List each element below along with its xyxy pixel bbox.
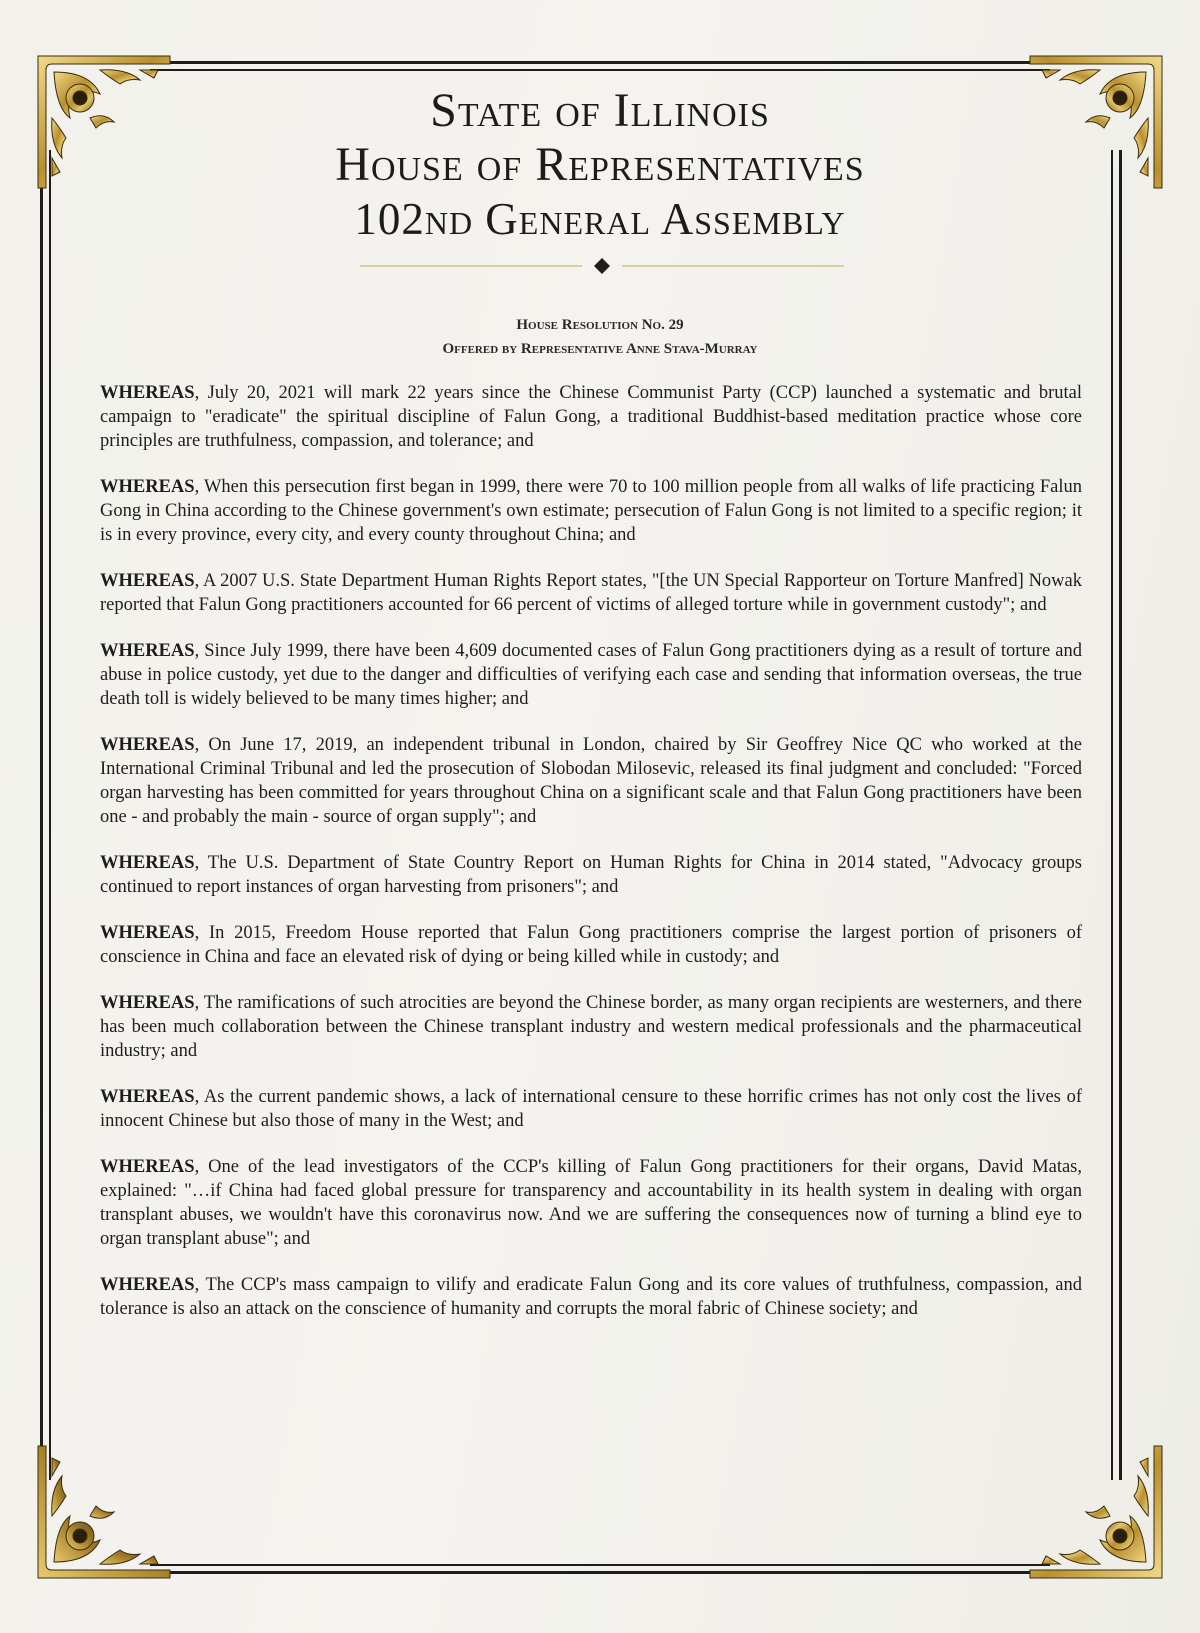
whereas-label: WHEREAS xyxy=(100,1275,195,1295)
header-state: State of Illinois xyxy=(430,84,770,137)
ornamental-divider xyxy=(360,256,844,276)
whereas-label: WHEREAS xyxy=(100,1157,195,1177)
resolution-body xyxy=(100,381,1082,1343)
paragraph-text: , As the current pandemic shows, a lack of international censure to these horrific crimes has not only cost the lives of innocent Chinese but also those of many in the West; and xyxy=(100,1087,1082,1131)
border-top-rule xyxy=(120,61,1080,64)
header-assembly: 102nd General Assembly xyxy=(354,194,846,244)
whereas-paragraph xyxy=(100,475,1082,547)
whereas-label: WHEREAS xyxy=(100,853,195,873)
resolution-subheader xyxy=(0,313,1200,361)
whereas-label: WHEREAS xyxy=(100,993,195,1013)
gold-corner-ornament-bottom-right xyxy=(1020,1436,1170,1586)
paragraph-text: , When this persecution first began in 1999, there were 70 to 100 million people from all walks of life practicing Falun Gong in China according to the Chinese government's own estimate; persecution of Falun Gong is not limited to a specific region; it is in every province, every city, and every county throughout China; and xyxy=(100,477,1082,545)
whereas-paragraph xyxy=(100,991,1082,1063)
whereas-label: WHEREAS xyxy=(100,477,195,497)
gold-corner-ornament-bottom-left xyxy=(30,1436,180,1586)
whereas-paragraph xyxy=(100,1085,1082,1133)
border-bottom-inner-rule xyxy=(150,1564,1050,1566)
whereas-paragraph xyxy=(100,851,1082,899)
whereas-paragraph xyxy=(100,733,1082,829)
whereas-label: WHEREAS xyxy=(100,383,195,403)
paragraph-text: , The ramifications of such atrocities are beyond the Chinese border, as many organ recipients are westerners, and there has been much collaboration between the Chinese transplant industry and western medical professionals and the pharmaceutical industry; and xyxy=(100,993,1082,1061)
paragraph-text: , The CCP's mass campaign to vilify and eradicate Falun Gong and its core values of truthfulness, compassion, and tolerance is also an attack on the conscience of humanity and corrupts the moral fabric of Chinese society; and xyxy=(100,1275,1082,1319)
paragraph-text: , Since July 1999, there have been 4,609 documented cases of Falun Gong practitioners dying as a result of torture and abuse in police custody, yet due to the danger and difficulties of verifying each case and sending that information overseas, the true death toll is widely believed to be many times higher; and xyxy=(100,641,1082,709)
header-house: House of Representatives xyxy=(335,138,865,191)
paragraph-text: , In 2015, Freedom House reported that Falun Gong practitioners comprise the largest portion of prisoners of conscience in China and face an elevated risk of dying or being killed while in custody; and xyxy=(100,923,1082,967)
whereas-paragraph xyxy=(100,639,1082,711)
paragraph-text: , The U.S. Department of State Country Report on Human Rights for China in 2014 stated, "Advocacy groups continued to report instances of organ harvesting from prisoners"; and xyxy=(100,853,1082,897)
document-header xyxy=(0,84,1200,246)
paragraph-text: , One of the lead investigators of the CCP's killing of Falun Gong practitioners for their organs, David Matas, explained: "…if China had faced global pressure for transparency and accountability in its health system in dealing with organ transplant abuses, we wouldn't have this coronavirus now. And we are suffering the consequences now of turning a blind eye to organ transplant abuse"; and xyxy=(100,1157,1082,1249)
paragraph-text: , On June 17, 2019, an independent tribunal in London, chaired by Sir Geoffrey Nice QC who worked at the International Criminal Tribunal and led the prosecution of Slobodan Milosevic, released its final judgment and concluded: "Forced organ harvesting has been committed for years throughout China on a significant scale and that Falun Gong practitioners have been one - and probably the main - source of organ supply"; and xyxy=(100,735,1082,827)
whereas-paragraph xyxy=(100,1155,1082,1251)
whereas-label: WHEREAS xyxy=(100,735,195,755)
offered-by: Offered by Representative Anne Stava-Murray xyxy=(442,341,758,357)
whereas-paragraph xyxy=(100,569,1082,617)
border-top-inner-rule xyxy=(150,69,1050,71)
resolution-number: House Resolution No. 29 xyxy=(516,317,684,333)
diamond-icon xyxy=(594,258,610,274)
whereas-label: WHEREAS xyxy=(100,923,195,943)
border-bottom-rule xyxy=(120,1571,1080,1574)
paragraph-text: , July 20, 2021 will mark 22 years since the Chinese Communist Party (CCP) launched a systematic and brutal campaign to "eradicate" the spiritual discipline of Falun Gong, a traditional Buddhist-based meditation practice whose core principles are truthfulness, compassion, and tolerance; and xyxy=(100,383,1082,451)
whereas-label: WHEREAS xyxy=(100,571,195,591)
whereas-paragraph xyxy=(100,381,1082,453)
paragraph-text: , A 2007 U.S. State Department Human Rights Report states, "[the UN Special Rapporteur on Torture Manfred] Nowak reported that Falun Gong practitioners accounted for 66 percent of victims of alleged torture while in government custody"; and xyxy=(100,571,1082,615)
whereas-paragraph xyxy=(100,1273,1082,1321)
whereas-label: WHEREAS xyxy=(100,1087,195,1107)
whereas-label: WHEREAS xyxy=(100,641,195,661)
whereas-paragraph xyxy=(100,921,1082,969)
